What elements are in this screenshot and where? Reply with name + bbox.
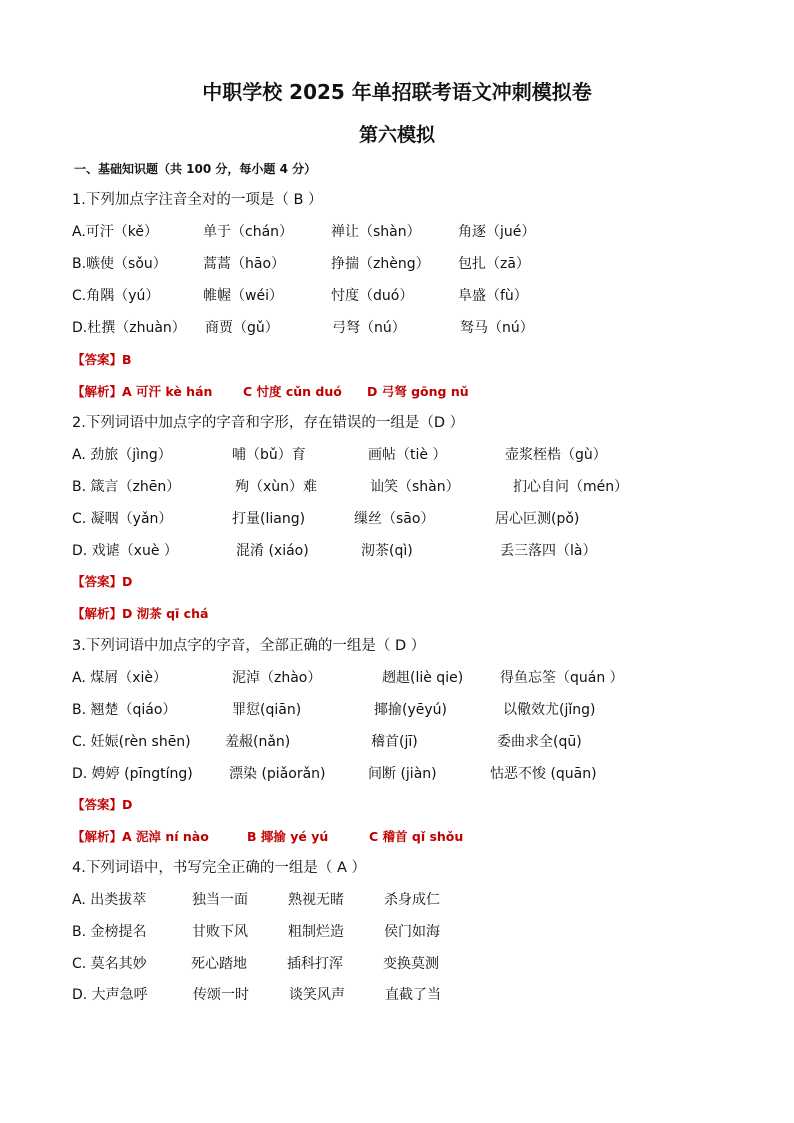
option-word: 蒿蒿（hāo） [203, 256, 286, 272]
option-word: A. 劲旅（jìng） [72, 447, 172, 463]
option-word: 居心叵测(pǒ) [495, 511, 580, 527]
option-word: D. 娉婷 (pīngtíng) [72, 766, 193, 782]
option-word: 传颂一时 [193, 987, 249, 1003]
option-word: 稽首(jī) [371, 734, 418, 750]
option-word: 扪心自问（mén） [513, 479, 629, 495]
option-word: 混淆 (xiáo) [236, 543, 309, 559]
option-word: 甘败下风 [192, 924, 248, 940]
option-word: 丢三落四（là） [500, 543, 597, 559]
option-word: 哺（bǔ）育 [232, 447, 306, 463]
option-word: D.杜撰（zhuàn） [72, 320, 186, 336]
option-word: 粗制烂造 [288, 924, 344, 940]
option-word: 趔趄(liè qie) [382, 670, 464, 686]
option-word: B. 箴言（zhēn） [72, 479, 181, 495]
section-heading: 一、基础知识题（共 100 分，每小题 4 分） [74, 162, 317, 176]
option-word: 角逐（jué） [458, 224, 536, 240]
option-word: 画帖（tiè ） [368, 447, 447, 463]
option-word: 以儆效尤(jǐng) [503, 702, 596, 718]
option-word: 死心踏地 [191, 956, 247, 972]
option-word: 驽马（nú） [460, 320, 534, 336]
option-word: 忖度（duó） [331, 288, 414, 304]
question-3-answer: 【答案】D [72, 797, 133, 812]
analysis-item: D 弓弩 gōng nǔ [367, 384, 469, 399]
option-word: 帷幄（wéi） [203, 288, 283, 304]
option-word: 熟视无睹 [288, 892, 344, 908]
option-word: 沏茶(qì) [361, 543, 413, 559]
option-word: 殉（xùn）难 [235, 479, 318, 495]
analysis-item: C 忖度 cǔn duó [243, 384, 342, 399]
option-word: 独当一面 [192, 892, 248, 908]
option-word: 变换莫测 [383, 956, 439, 972]
option-word: 罪愆(qiān) [232, 702, 302, 718]
option-word: 间断 (jiàn) [368, 766, 437, 782]
option-word: 怙恶不悛 (quān) [490, 766, 597, 782]
option-word: A.可汗（kě） [72, 224, 159, 240]
option-word: 谈笑风声 [289, 987, 345, 1003]
option-word: 羞赧(nǎn) [225, 734, 291, 750]
option-word: A. 出类拔萃 [72, 892, 147, 908]
question-2-answer: 【答案】D [72, 574, 133, 589]
option-word: 直截了当 [385, 987, 441, 1003]
paper-title: 中职学校 2025 年单招联考语文冲刺模拟卷 [202, 80, 592, 104]
option-word: 缫丝（sāo） [354, 511, 435, 527]
option-word: 插科打浑 [287, 956, 343, 972]
analysis-item: 【解析】A 泥淖 ní nào [72, 829, 209, 844]
question-1-stem: 1.下列加点字注音全对的一项是（ B ） [72, 192, 323, 208]
question-4-stem: 4.下列词语中，书写完全正确的一组是（ A ） [72, 860, 366, 876]
option-word: 委曲求全(qū) [497, 734, 582, 750]
option-word: 得鱼忘筌（quán ） [500, 670, 624, 686]
option-word: 泥淖（zhào） [232, 670, 322, 686]
option-word: 商贾（gǔ） [205, 320, 279, 336]
option-word: 包扎（zā） [458, 256, 530, 272]
option-word: 单于（chán） [203, 224, 294, 240]
paper-subtitle: 第六模拟 [358, 124, 435, 146]
analysis-item: 【解析】D 沏茶 qī chá [72, 606, 209, 621]
option-word: 侯门如海 [384, 924, 440, 940]
option-word: 杀身成仁 [384, 892, 440, 908]
option-word: 阜盛（fù） [458, 288, 528, 304]
option-word: 揶揄(yēyú) [374, 702, 447, 718]
option-word: B.嗾使（sǒu） [72, 256, 167, 272]
option-word: 讪笑（shàn） [370, 479, 460, 495]
analysis-item: 【解析】A 可汗 kè hán [72, 384, 213, 399]
option-word: 打量(liang) [232, 511, 306, 527]
question-2-stem: 2.下列词语中加点字的字音和字形，存在错误的一组是（D ） [72, 415, 465, 431]
option-word: D. 戏谑（xuè ） [72, 543, 178, 559]
analysis-item: B 揶揄 yé yú [247, 829, 329, 844]
option-word: B. 翘楚（qiáo） [72, 702, 177, 718]
question-1-answer: 【答案】B [72, 352, 132, 367]
option-word: 禅让（shàn） [331, 224, 421, 240]
option-word: 挣揣（zhèng） [331, 256, 430, 272]
option-word: 漂染 (piǎorǎn) [229, 766, 326, 782]
option-word: C.角隅（yú） [72, 288, 160, 304]
option-word: B. 金榜提名 [72, 924, 147, 940]
option-word: C. 莫名其妙 [72, 956, 147, 972]
option-word: 壶浆桎梏（gù） [505, 447, 607, 463]
option-word: D. 大声急呼 [72, 987, 148, 1003]
question-3-stem: 3.下列词语中加点字的字音，全部正确的一组是（ D ） [72, 638, 426, 654]
option-word: C. 凝咽（yǎn） [72, 511, 173, 527]
option-word: C. 妊娠(rèn shēn) [72, 734, 191, 750]
option-word: 弓弩（nú） [332, 320, 406, 336]
option-word: A. 煤屑（xiè） [72, 670, 168, 686]
analysis-item: C 稽首 qǐ shǒu [369, 829, 464, 844]
